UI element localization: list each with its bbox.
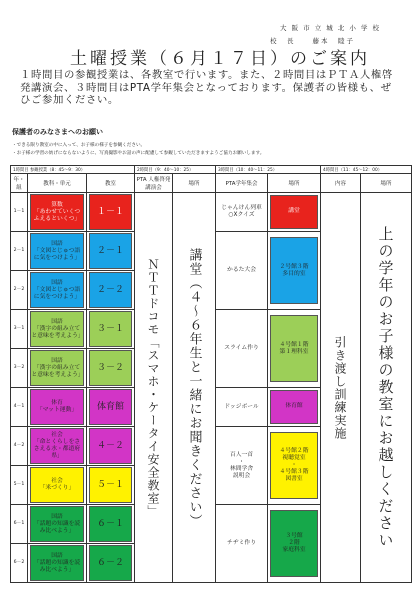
room-label: ６－１ <box>89 506 132 542</box>
period3-event-cell <box>216 193 268 232</box>
subject-cell <box>28 466 87 505</box>
subject-label: 国語 「文図とじゅつ語に気をつけよう」 <box>30 272 83 308</box>
period3-place: ４号館２階 視聴覚室 ・ ４号館３階 図書室 <box>270 432 318 499</box>
room-label: ４－２ <box>89 428 132 464</box>
subject-cell <box>28 271 87 310</box>
period3-place: ４号館１階 第１理科室 <box>270 315 318 382</box>
room-label: ６－２ <box>89 545 132 581</box>
room-cell <box>87 427 135 466</box>
subject-label: 国語 「文図とじゅつ語に気をつけよう」 <box>30 233 83 269</box>
subject-label: 算数 「あわせていくつ ふえるといくつ」 <box>30 194 83 230</box>
room-cell <box>87 193 135 232</box>
col-header-pta: PTA 人権啓発講演会 <box>135 174 173 193</box>
subject-label: 国語 「漢字の組み立てと意味を考えよう」 <box>30 350 83 386</box>
period4-content-cell <box>321 193 361 583</box>
room-label: １－１ <box>89 194 132 230</box>
class-label: 4－1 <box>11 388 28 427</box>
period4-content: 引き渡し訓練実施 <box>333 335 348 440</box>
principal-name: 校 長 藤本 睦子 <box>270 37 355 45</box>
col-header-room: 教室 <box>87 174 135 193</box>
room-label: ２－２ <box>89 272 132 308</box>
class-label: 5－1 <box>11 466 28 505</box>
room-cell <box>87 310 135 349</box>
period3-event-cell <box>216 388 268 427</box>
subject-label: 国語 「話題の知識を読み比べよう」 <box>30 506 83 542</box>
class-label: 3－1 <box>11 310 28 349</box>
period3-event-cell <box>216 427 268 505</box>
request-heading: 保護者のみなさまへのお願い <box>12 128 103 136</box>
room-label: 体育館 <box>89 389 132 425</box>
table-row <box>11 193 412 232</box>
period2-place-cell <box>173 193 216 583</box>
school-name: 大 阪 市 立 城 北 小 学 校 <box>280 24 381 32</box>
schedule-table <box>10 165 412 583</box>
subject-cell <box>28 544 87 583</box>
subject-cell <box>28 193 87 232</box>
subject-cell <box>28 388 87 427</box>
class-label: 1－1 <box>11 193 28 232</box>
class-label: 2－2 <box>11 271 28 310</box>
col-header-place4: 場所 <box>361 174 412 193</box>
class-label: 6－1 <box>11 505 28 544</box>
col-header-place3: 場所 <box>268 174 321 193</box>
room-label: ３－２ <box>89 350 132 386</box>
period3-place-cell <box>268 388 321 427</box>
room-cell <box>87 388 135 427</box>
period3-place-cell <box>268 505 321 583</box>
subject-label: 国語 「漢字の組み立てと意味を考えよう」 <box>30 311 83 347</box>
col-header-subject: 教科・単元 <box>28 174 87 193</box>
period2-place: 講堂（４～６年生と一緒にお聞きください） <box>186 247 202 528</box>
intro-text: １時間目の参観授業は、各教室で行います。また、２時間目はＰＴＡ人権啓発講演会、３時間目はPTA学年集会となっております。保護者の皆様も、ぜひご参加ください。 <box>20 69 393 106</box>
period3-header: 3時間目（10：40～11：25） <box>216 166 321 174</box>
room-cell <box>87 544 135 583</box>
period3-place: 体育館 <box>270 390 318 424</box>
subject-cell <box>28 310 87 349</box>
period3-place-cell <box>268 193 321 232</box>
period1-header: 1時間目 参観授業（8：45～9：30） <box>11 166 135 174</box>
class-label: 3－2 <box>11 349 28 388</box>
period2-event: ＮＴＴドコモ「スマホ・ケータイ安全教室」 <box>146 257 161 518</box>
page-title: 土曜授業（６月１７日）のご案内 <box>70 49 370 69</box>
request-note: ・できる限り教室の中に入って、お子様の様子を参観ください。 <box>12 143 146 148</box>
room-cell <box>87 271 135 310</box>
period4-place-cell <box>361 193 412 583</box>
period2-header: 2時間目（9：40～10：25） <box>135 166 216 174</box>
period3-event: スライム作り <box>224 345 259 351</box>
subject-cell <box>28 427 87 466</box>
subject-label: 国語 「話題の知識を読み比べよう」 <box>30 545 83 581</box>
subject-cell <box>28 505 87 544</box>
period2-event-cell <box>135 193 173 583</box>
period3-event: チヂミ作り <box>227 540 257 546</box>
class-label: 6－2 <box>11 544 28 583</box>
room-label: ３－１ <box>89 311 132 347</box>
period4-place: 上の学年のお子様の教室にお越しください <box>376 226 395 549</box>
room-label: ２－１ <box>89 233 132 269</box>
period3-place-cell <box>268 427 321 505</box>
subject-label: 社会 「米づくり」 <box>30 467 83 503</box>
period3-place: 講堂 <box>270 195 318 229</box>
subject-cell <box>28 232 87 271</box>
period3-event: 百人一首 ・ 林間学舎 説明会 <box>229 451 254 479</box>
class-label: 2－1 <box>11 232 28 271</box>
period3-event-cell <box>216 505 268 583</box>
period3-event: ドッジボール <box>224 403 259 410</box>
col-header-pta3: PTA学年集会 <box>216 174 268 193</box>
period3-event-cell <box>216 310 268 388</box>
period4-header: 4時間目（11：45～12：00） <box>321 166 412 174</box>
room-cell <box>87 505 135 544</box>
period3-event: じゃんけん列車 ○Xクイズ <box>221 205 262 218</box>
room-cell <box>87 232 135 271</box>
class-label: 4－2 <box>11 427 28 466</box>
period3-event: かるた大会 <box>227 267 257 273</box>
col-header-place2: 場所 <box>173 174 216 193</box>
request-note: ・お子様の学習の妨げにならないように、写真撮影やお話の声に配慮して参観していただきますようご協力お願いします。 <box>12 151 265 156</box>
period3-event-cell <box>216 232 268 310</box>
period3-place: ２号館３階 多目的室 <box>270 237 318 304</box>
room-cell <box>87 466 135 505</box>
period3-place: ３号館 ２階 家庭科室 <box>270 510 318 577</box>
room-cell <box>87 349 135 388</box>
room-label: ５－１ <box>89 467 132 503</box>
subject-label: 体育 「マット運動」 <box>30 389 83 425</box>
col-header-grade: 年・組 <box>11 174 28 193</box>
subject-cell <box>28 349 87 388</box>
subject-label: 社会 「命とくらしをささえる水・都道府県」 <box>30 428 83 464</box>
period3-place-cell <box>268 310 321 388</box>
col-header-content4: 内容 <box>321 174 361 193</box>
period3-place-cell <box>268 232 321 310</box>
